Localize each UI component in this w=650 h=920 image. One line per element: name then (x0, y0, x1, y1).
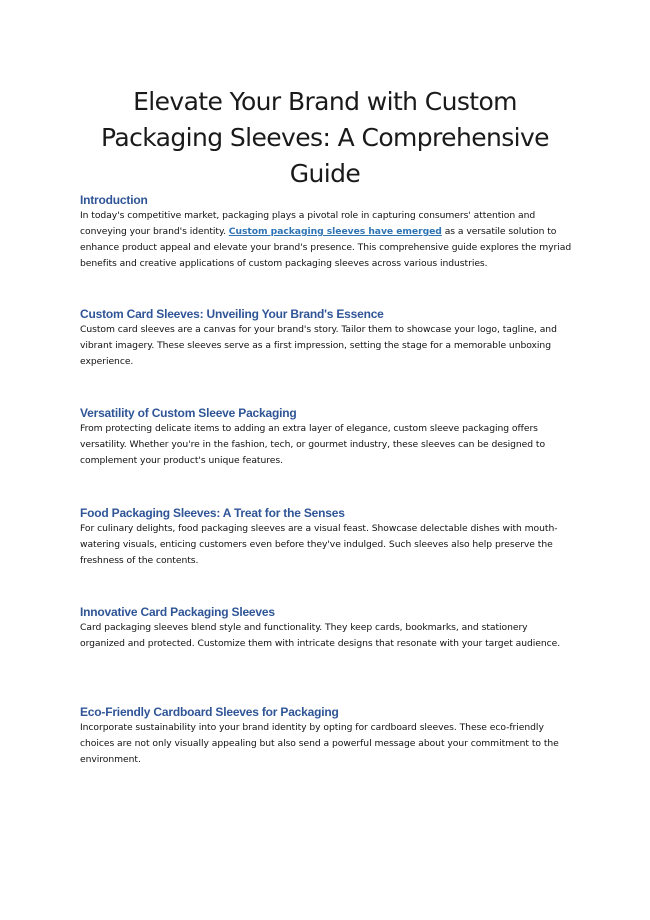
section-paragraph: From protecting delicate items to adding an extra layer of elegance, custom sleeve packaging offers versatility. Whether you're in the fashion, tech, or gourmet industry, these sleeves can be designed to complement your product's unique features. (80, 423, 546, 466)
section-innovative-card-packaging (80, 604, 575, 652)
paragraph-text: In today's competitive market, packaging plays a pivotal role in capturing consumers' attention and conveying your brand's identity. (80, 210, 536, 237)
section-paragraph (80, 208, 575, 272)
section-heading: Innovative Card Packaging Sleeves (80, 605, 275, 619)
custom-packaging-sleeves-link[interactable]: Custom packaging sleeves have emerged (228, 226, 442, 237)
section-paragraph: Card packaging sleeves blend style and functionality. They keep cards, bookmarks, and stationery organized and protected. Customize them with intricate designs that resonate with your target audience. (80, 622, 561, 649)
section-paragraph: Custom card sleeves are a canvas for your brand's story. Tailor them to showcase your logo, tagline, and vibrant imagery. These sleeves serve as a first impression, setting the stage for a memorable unboxing experience. (80, 324, 557, 367)
section-paragraph: For culinary delights, food packaging sleeves are a visual feast. Showcase delectable dishes with mouth-watering visuals, enticing customers even before they've indulged. Such sleeves also help preserve the freshness of the contents. (80, 523, 558, 566)
section-custom-card-sleeves (80, 306, 575, 370)
section-heading: Introduction (80, 193, 148, 207)
section-versatility (80, 405, 575, 469)
section-food-packaging (80, 505, 575, 569)
paragraph-text: as a versatile solution to enhance product appeal and elevate your brand's presence. This comprehensive guide explores the myriad benefits and creative applications of custom packaging sleeves across various industries. (80, 226, 572, 269)
section-introduction (80, 192, 575, 272)
section-heading: Eco-Friendly Cardboard Sleeves for Packaging (80, 705, 339, 719)
document-title: Elevate Your Brand with Custom Packaging Sleeves: A Comprehensive Guide (101, 87, 549, 188)
section-paragraph: Incorporate sustainability into your brand identity by opting for cardboard sleeves. These eco-friendly choices are not only visually appealing but also send a powerful message about your commitment to the environment. (80, 722, 559, 765)
section-eco-friendly (80, 704, 575, 768)
section-heading: Custom Card Sleeves: Unveiling Your Brand's Essence (80, 307, 384, 321)
section-heading: Food Packaging Sleeves: A Treat for the Senses (80, 506, 345, 520)
section-heading: Versatility of Custom Sleeve Packaging (80, 406, 297, 420)
